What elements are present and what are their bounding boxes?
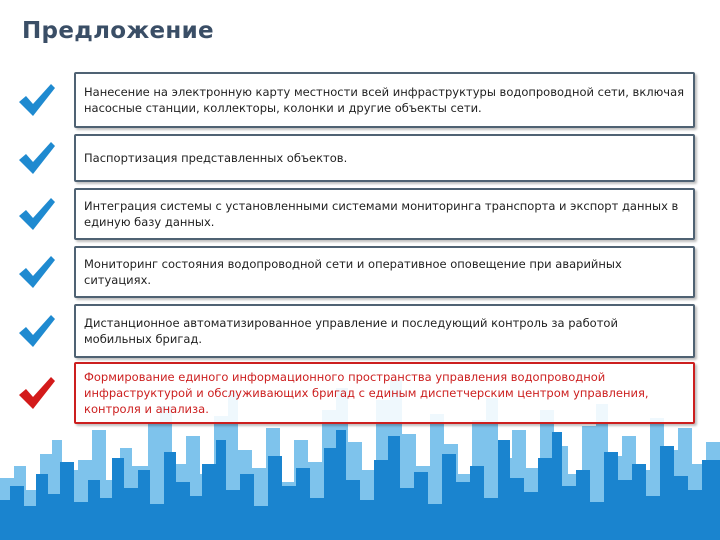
checkmark-icon [18, 314, 56, 348]
proposal-item [74, 134, 695, 182]
page-title: Предложение [22, 18, 214, 44]
proposal-item-text: Формирование единого информационного пространства управления водопроводной инфраструктурой и обслуживающих бригад с единым диспетчерским центром управления, контроля и анализа. [84, 370, 649, 416]
proposal-item [74, 72, 695, 128]
proposal-item-text: Нанесение на электронную карту местности всей инфраструктуры водопроводной сети, включая насосные станции, коллекторы, колонки и другие объекты сети. [84, 85, 685, 115]
proposal-item-text: Дистанционное автоматизированное управление и последующий контроль за работой мобильных бригад. [84, 316, 618, 346]
checkmark-icon [18, 255, 56, 289]
proposal-item [74, 188, 695, 240]
proposal-item [74, 246, 695, 298]
proposal-item-text: Мониторинг состояния водопроводной сети и оперативное оповещение при аварийных ситуациях. [84, 257, 622, 287]
proposal-item [74, 362, 695, 424]
proposal-item-text: Паспортизация представленных объектов. [84, 151, 348, 165]
checkmark-icon [18, 83, 56, 117]
proposal-item [74, 304, 695, 358]
checkmark-icon [18, 141, 56, 175]
proposal-item-text: Интеграция системы с установленными системами мониторинга транспорта и экспорт данных в единую базу данных. [84, 199, 679, 229]
checkmark-icon [18, 197, 56, 231]
checkmark-icon [18, 376, 56, 410]
